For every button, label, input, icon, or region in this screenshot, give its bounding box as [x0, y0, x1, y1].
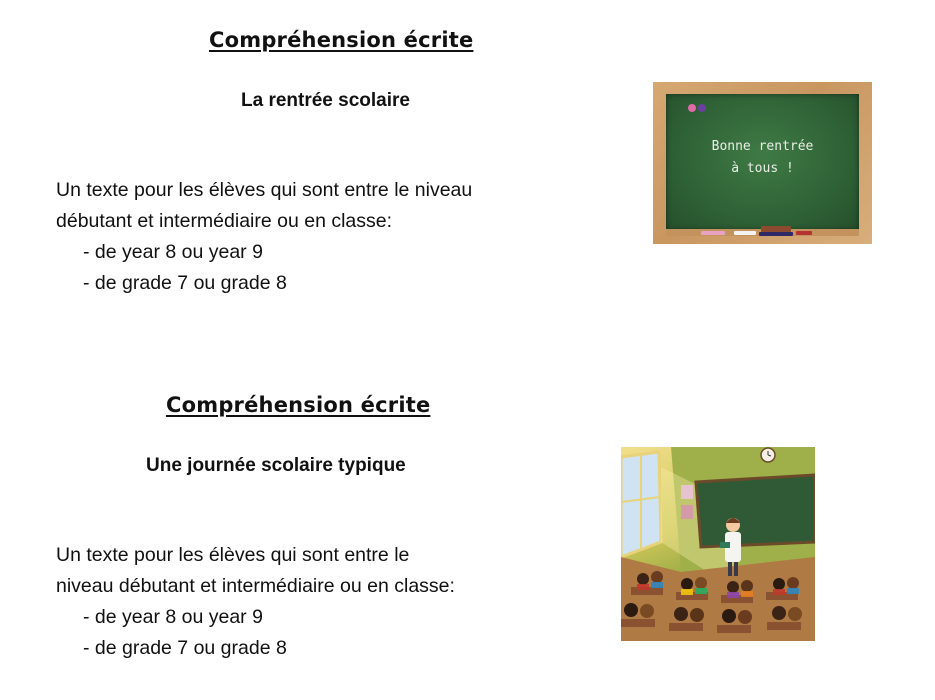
section-2-description	[56, 540, 455, 664]
section-2-title: Compréhension écrite	[166, 393, 431, 417]
description-line: Un texte pour les élèves qui sont entre le	[56, 544, 410, 566]
eraser-base	[759, 232, 793, 236]
chalkboard-line: à tous !	[731, 161, 794, 176]
magnet-purple	[698, 104, 706, 112]
classroom-illustration	[621, 447, 815, 641]
section-2-subtitle: Une journée scolaire typique	[146, 455, 406, 476]
chalkboard-line: Bonne rentrée	[711, 139, 814, 154]
classroom-chalkboard	[696, 475, 815, 547]
description-line: niveau débutant et intermédiaire ou en classe:	[56, 575, 455, 597]
level-item: - de year 8 ou year 9	[83, 241, 263, 263]
chalk-white	[734, 231, 756, 235]
magnet-pink	[688, 104, 696, 112]
level-item: - de grade 7 ou grade 8	[83, 637, 287, 659]
description-line: débutant et intermédiaire ou en classe:	[56, 210, 393, 232]
poster	[681, 485, 693, 499]
chalk-red	[796, 231, 812, 235]
poster	[681, 505, 693, 519]
chalkboard-surface	[666, 94, 859, 230]
section-1-title: Compréhension écrite	[209, 28, 474, 52]
section-1-subtitle: La rentrée scolaire	[241, 90, 410, 111]
chalkboard-image	[653, 82, 872, 244]
chalk-ledge	[666, 229, 859, 236]
section-1-description	[56, 175, 472, 299]
level-item: - de grade 7 ou grade 8	[83, 272, 287, 294]
chalk-pink	[701, 231, 725, 235]
description-line: Un texte pour les élèves qui sont entre le niveau	[56, 179, 473, 201]
classroom-drawing	[621, 447, 815, 641]
level-item: - de year 8 ou year 9	[83, 606, 263, 628]
chalkboard-message	[666, 136, 859, 180]
